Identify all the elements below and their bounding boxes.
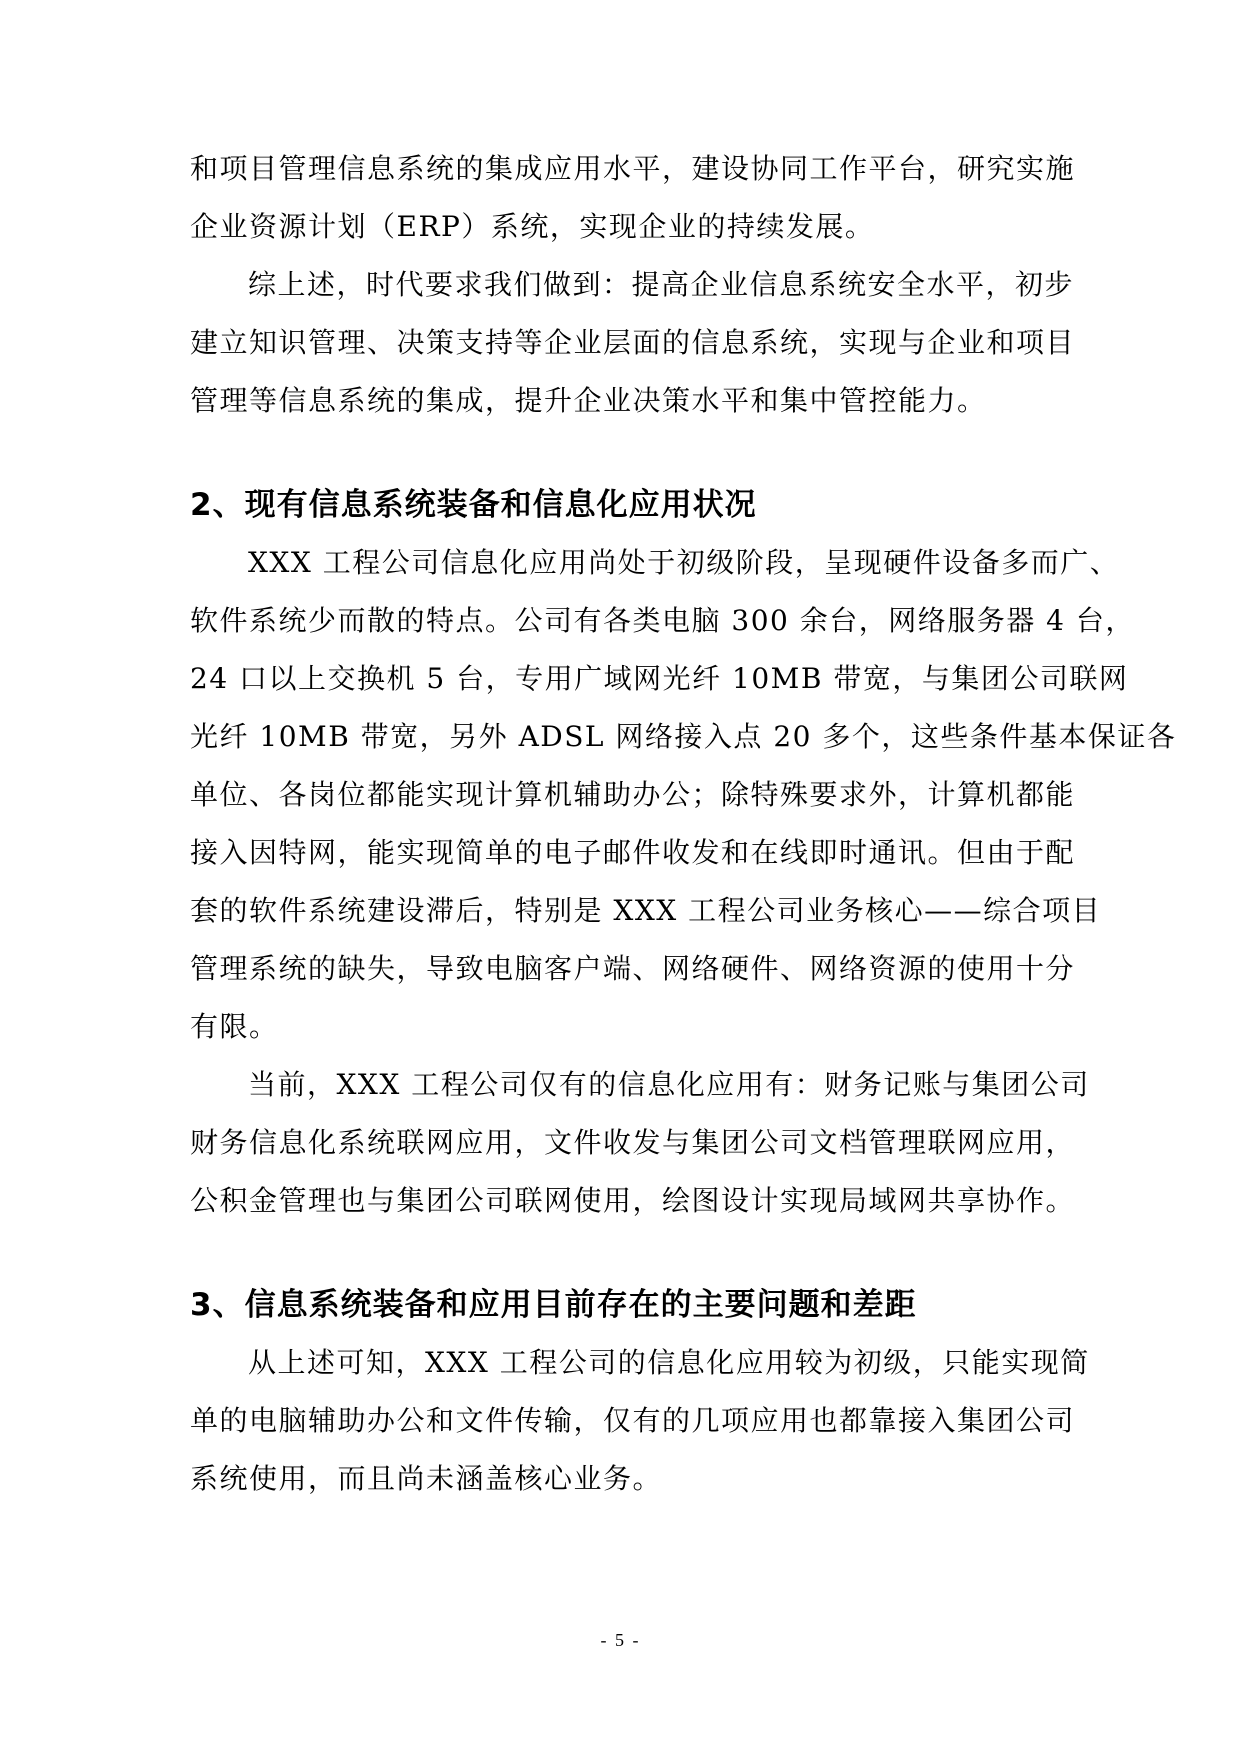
section-3-heading: 3、信息系统装备和应用目前存在的主要问题和差距 — [190, 1287, 917, 1323]
text-line: 接入因特网，能实现简单的电子邮件收发和在线即时通讯。但由于配 — [190, 836, 1076, 869]
document-page — [190, 140, 1177, 1508]
text-line: 光纤 10MB 带宽，另外 ADSL 网络接入点 20 多个，这些条件基本保证各 — [190, 720, 1177, 753]
section-2-heading: 2、现有信息系统装备和信息化应用状况 — [190, 487, 757, 523]
text-line: 管理系统的缺失，导致电脑客户端、网络硬件、网络资源的使用十分 — [190, 952, 1076, 985]
text-line: 公积金管理也与集团公司联网使用，绘图设计实现局域网共享协作。 — [190, 1184, 1076, 1217]
text-line: XXX 工程公司信息化应用尚处于初级阶段，呈现硬件设备多而广、 — [248, 546, 1120, 579]
text-line: 有限。 — [190, 1010, 279, 1043]
text-line: 系统使用，而且尚未涵盖核心业务。 — [190, 1462, 663, 1495]
text-line: 从上述可知，XXX 工程公司的信息化应用较为初级，只能实现简 — [248, 1346, 1090, 1379]
paragraph-summary — [190, 256, 1076, 430]
section-2-paragraph-2 — [190, 1056, 1090, 1230]
page-number: - 5 - — [600, 1630, 641, 1650]
text-line: 软件系统少而散的特点。公司有各类电脑 300 余台，网络服务器 4 台， — [190, 604, 1135, 637]
text-line: 套的软件系统建设滞后，特别是 XXX 工程公司业务核心——综合项目 — [190, 894, 1102, 927]
text-line: 当前，XXX 工程公司仅有的信息化应用有：财务记账与集团公司 — [248, 1068, 1090, 1101]
text-line: 建立知识管理、决策支持等企业层面的信息系统，实现与企业和项目 — [190, 326, 1076, 359]
text-line: 管理等信息系统的集成，提升企业决策水平和集中管控能力。 — [190, 384, 987, 417]
text-line: 财务信息化系统联网应用，文件收发与集团公司文档管理联网应用， — [190, 1126, 1076, 1159]
paragraph-continuation — [190, 140, 1076, 256]
text-line: 单位、各岗位都能实现计算机辅助办公；除特殊要求外，计算机都能 — [190, 778, 1076, 811]
text-line: 24 口以上交换机 5 台，专用广域网光纤 10MB 带宽，与集团公司联网 — [190, 662, 1129, 695]
section-3-paragraph-1 — [190, 1334, 1090, 1508]
text-line: 和项目管理信息系统的集成应用水平，建设协同工作平台，研究实施 — [190, 152, 1076, 185]
text-line: 单的电脑辅助办公和文件传输，仅有的几项应用也都靠接入集团公司 — [190, 1404, 1076, 1437]
section-2-paragraph-1 — [190, 534, 1177, 1056]
text-line: 企业资源计划（ERP）系统，实现企业的持续发展。 — [190, 210, 875, 243]
text-line: 综上述，时代要求我们做到：提高企业信息系统安全水平，初步 — [248, 268, 1075, 301]
